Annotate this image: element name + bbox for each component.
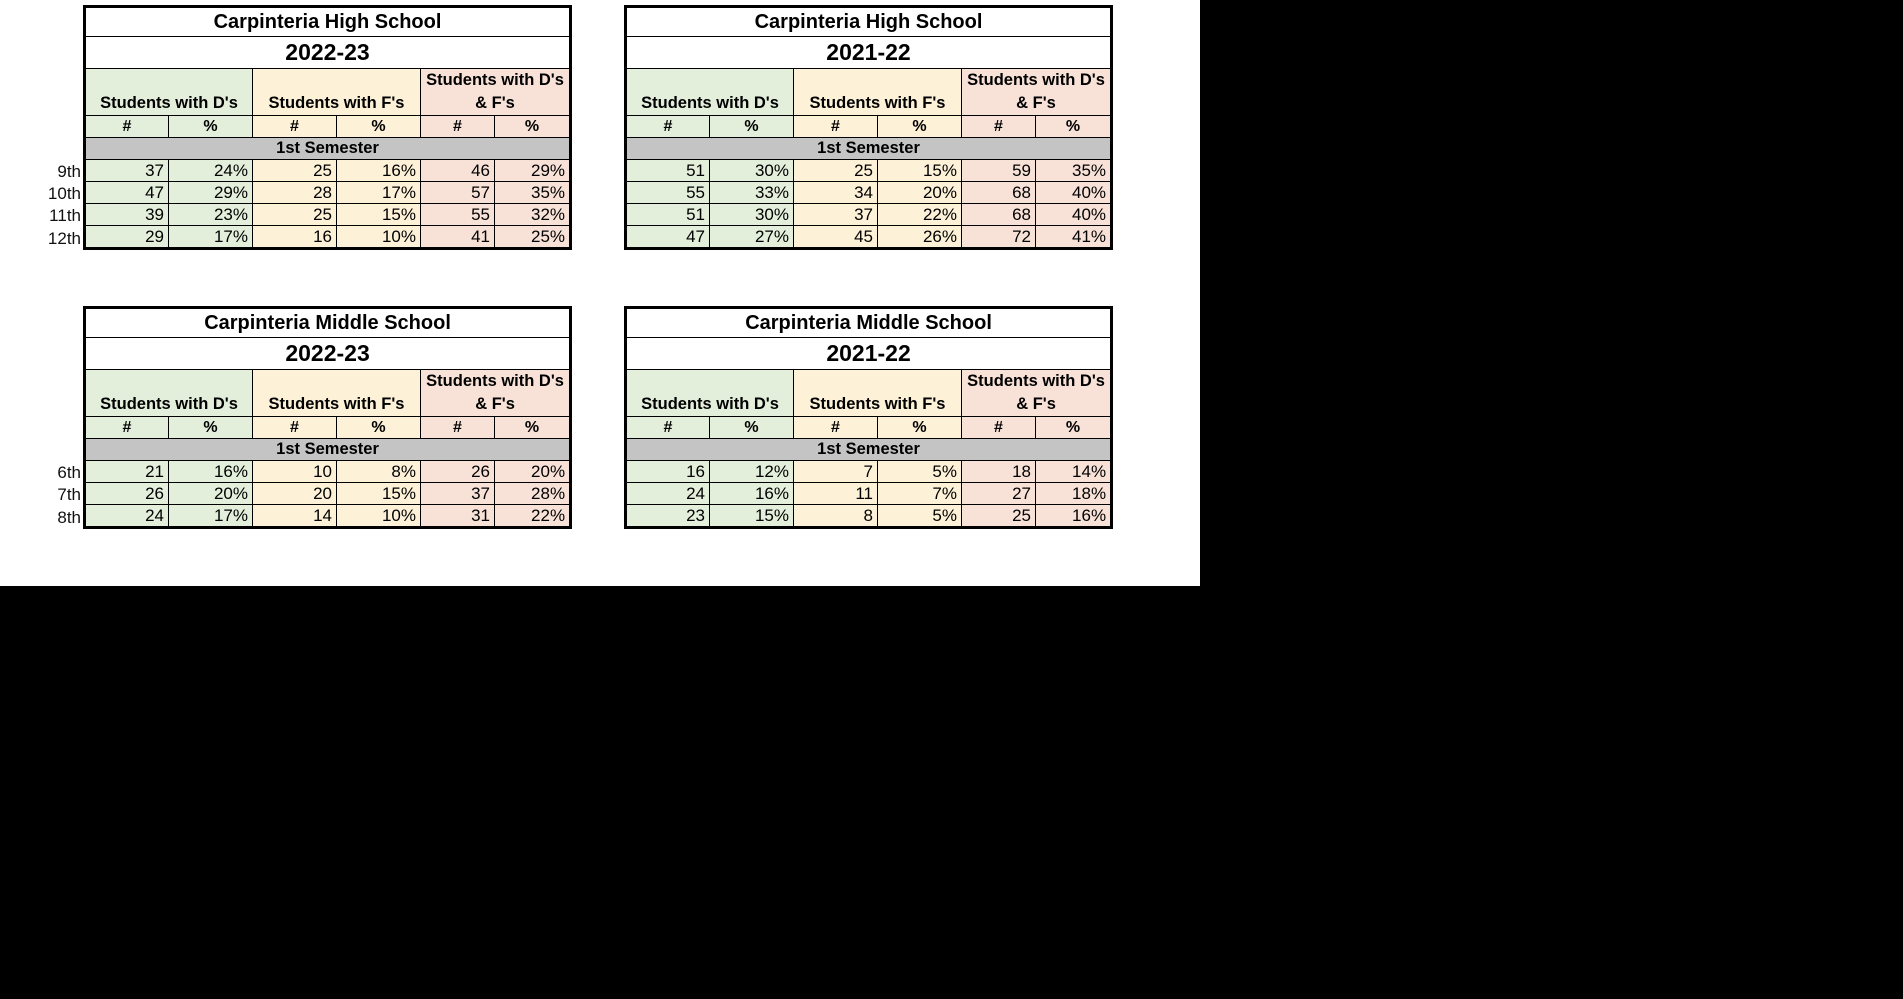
title-row — [626, 308, 1112, 338]
cell-d-count: 21 — [85, 461, 169, 483]
cell-f-count: 37 — [794, 204, 878, 226]
group-header-row — [85, 370, 571, 417]
cell-d-count: 23 — [626, 505, 710, 528]
cell-df-count: 31 — [421, 505, 495, 528]
count-header-d: # — [626, 116, 710, 138]
cell-d-percent: 30% — [710, 204, 794, 226]
school-year: 2022-23 — [85, 338, 571, 370]
cell-f-count: 25 — [253, 204, 337, 226]
cell-d-count: 26 — [85, 483, 169, 505]
cell-f-count: 45 — [794, 226, 878, 249]
header-students-with-ds: Students with D's — [626, 69, 794, 116]
cell-df-percent: 29% — [495, 160, 571, 182]
cell-f-percent: 17% — [337, 182, 421, 204]
cell-d-count: 37 — [85, 160, 169, 182]
school-title: Carpinteria Middle School — [85, 308, 571, 338]
table-row — [85, 204, 571, 226]
count-header-df: # — [962, 417, 1036, 439]
cell-df-percent: 20% — [495, 461, 571, 483]
cell-d-percent: 33% — [710, 182, 794, 204]
header-students-with-fs: Students with F's — [794, 370, 962, 417]
cell-df-count: 57 — [421, 182, 495, 204]
cell-f-percent: 10% — [337, 505, 421, 528]
cell-f-count: 10 — [253, 461, 337, 483]
table-row — [626, 226, 1112, 249]
percent-header-df: % — [495, 417, 571, 439]
cell-f-count: 20 — [253, 483, 337, 505]
year-row — [85, 37, 571, 69]
count-header-d: # — [626, 417, 710, 439]
table-row — [85, 160, 571, 182]
cell-f-percent: 15% — [337, 483, 421, 505]
percent-header-d: % — [710, 116, 794, 138]
cell-f-count: 34 — [794, 182, 878, 204]
sub-header-row — [626, 417, 1112, 439]
count-header-f: # — [253, 116, 337, 138]
cell-d-percent: 15% — [710, 505, 794, 528]
cell-f-count: 16 — [253, 226, 337, 249]
cell-df-count: 37 — [421, 483, 495, 505]
count-header-f: # — [794, 116, 878, 138]
cell-d-count: 39 — [85, 204, 169, 226]
percent-header-df: % — [1036, 417, 1112, 439]
cell-d-percent: 16% — [710, 483, 794, 505]
cell-df-percent: 40% — [1036, 182, 1112, 204]
header-students-with-ds-and-fs: Students with D's & F's — [962, 370, 1112, 417]
cell-d-count: 51 — [626, 204, 710, 226]
spreadsheet-area — [0, 0, 1200, 586]
sub-header-row — [85, 116, 571, 138]
sub-header-row — [626, 116, 1112, 138]
count-header-d: # — [85, 417, 169, 439]
cell-f-count: 25 — [253, 160, 337, 182]
title-row — [85, 308, 571, 338]
grades-table-4 — [624, 306, 1113, 529]
cell-d-percent: 27% — [710, 226, 794, 249]
cell-d-percent: 17% — [169, 505, 253, 528]
cell-d-count: 29 — [85, 226, 169, 249]
cell-df-percent: 35% — [495, 182, 571, 204]
cell-df-count: 59 — [962, 160, 1036, 182]
table-row — [626, 204, 1112, 226]
cell-d-count: 16 — [626, 461, 710, 483]
percent-header-df: % — [1036, 116, 1112, 138]
cell-df-count: 25 — [962, 505, 1036, 528]
percent-header-d: % — [169, 116, 253, 138]
semester-row — [626, 138, 1112, 160]
table-row — [85, 226, 571, 249]
cell-f-percent: 20% — [878, 182, 962, 204]
cell-df-percent: 14% — [1036, 461, 1112, 483]
title-row — [85, 7, 571, 37]
school-year: 2021-22 — [626, 338, 1112, 370]
semester-label: 1st Semester — [626, 138, 1112, 160]
cell-d-count: 47 — [85, 182, 169, 204]
cell-f-count: 11 — [794, 483, 878, 505]
table-row — [626, 461, 1112, 483]
cell-f-percent: 15% — [337, 204, 421, 226]
count-header-df: # — [421, 116, 495, 138]
cell-f-percent: 10% — [337, 226, 421, 249]
cell-df-count: 72 — [962, 226, 1036, 249]
year-row — [85, 338, 571, 370]
grade-label: 11th — [49, 206, 81, 225]
semester-row — [85, 439, 571, 461]
cell-df-count: 68 — [962, 182, 1036, 204]
cell-f-percent: 8% — [337, 461, 421, 483]
cell-f-percent: 5% — [878, 505, 962, 528]
school-title: Carpinteria High School — [626, 7, 1112, 37]
grade-label: 8th — [57, 508, 81, 527]
cell-d-percent: 30% — [710, 160, 794, 182]
cell-df-count: 46 — [421, 160, 495, 182]
semester-label: 1st Semester — [85, 138, 571, 160]
cell-d-percent: 17% — [169, 226, 253, 249]
semester-row — [85, 138, 571, 160]
grades-table-2 — [624, 5, 1113, 250]
grade-label: 9th — [57, 162, 81, 181]
cell-f-count: 7 — [794, 461, 878, 483]
cell-d-percent: 23% — [169, 204, 253, 226]
semester-row — [626, 439, 1112, 461]
cell-df-percent: 18% — [1036, 483, 1112, 505]
cell-df-count: 18 — [962, 461, 1036, 483]
cell-d-count: 47 — [626, 226, 710, 249]
table-row — [626, 483, 1112, 505]
cell-df-percent: 22% — [495, 505, 571, 528]
cell-d-count: 55 — [626, 182, 710, 204]
cell-d-percent: 12% — [710, 461, 794, 483]
group-header-row — [626, 69, 1112, 116]
year-row — [626, 37, 1112, 69]
table-row — [85, 483, 571, 505]
table-row — [85, 505, 571, 528]
cell-d-count: 24 — [626, 483, 710, 505]
count-header-f: # — [794, 417, 878, 439]
school-title: Carpinteria Middle School — [626, 308, 1112, 338]
cell-f-count: 25 — [794, 160, 878, 182]
count-header-df: # — [962, 116, 1036, 138]
sub-header-row — [85, 417, 571, 439]
header-students-with-ds: Students with D's — [626, 370, 794, 417]
cell-d-percent: 24% — [169, 160, 253, 182]
cell-f-count: 14 — [253, 505, 337, 528]
cell-d-count: 51 — [626, 160, 710, 182]
count-header-d: # — [85, 116, 169, 138]
header-students-with-fs: Students with F's — [253, 370, 421, 417]
title-row — [626, 7, 1112, 37]
table-row — [626, 505, 1112, 528]
table-row — [85, 461, 571, 483]
percent-header-f: % — [337, 417, 421, 439]
percent-header-d: % — [169, 417, 253, 439]
header-students-with-ds: Students with D's — [85, 69, 253, 116]
grades-table-1 — [83, 5, 572, 250]
percent-header-df: % — [495, 116, 571, 138]
cell-f-percent: 16% — [337, 160, 421, 182]
count-header-f: # — [253, 417, 337, 439]
cell-df-percent: 35% — [1036, 160, 1112, 182]
cell-df-percent: 40% — [1036, 204, 1112, 226]
header-students-with-ds: Students with D's — [85, 370, 253, 417]
year-row — [626, 338, 1112, 370]
cell-f-count: 8 — [794, 505, 878, 528]
count-header-df: # — [421, 417, 495, 439]
grade-label: 12th — [47, 229, 81, 248]
cell-f-percent: 15% — [878, 160, 962, 182]
semester-label: 1st Semester — [85, 439, 571, 461]
header-students-with-ds-and-fs: Students with D's & F's — [962, 69, 1112, 116]
cell-f-percent: 26% — [878, 226, 962, 249]
cell-df-percent: 16% — [1036, 505, 1112, 528]
cell-d-percent: 16% — [169, 461, 253, 483]
table-row — [85, 182, 571, 204]
percent-header-d: % — [710, 417, 794, 439]
header-students-with-fs: Students with F's — [794, 69, 962, 116]
cell-df-count: 55 — [421, 204, 495, 226]
school-year: 2021-22 — [626, 37, 1112, 69]
grades-table-3 — [83, 306, 572, 529]
cell-f-percent: 5% — [878, 461, 962, 483]
cell-df-percent: 41% — [1036, 226, 1112, 249]
percent-header-f: % — [878, 417, 962, 439]
cell-df-percent: 28% — [495, 483, 571, 505]
cell-df-count: 41 — [421, 226, 495, 249]
cell-d-count: 24 — [85, 505, 169, 528]
cell-df-count: 26 — [421, 461, 495, 483]
cell-df-count: 27 — [962, 483, 1036, 505]
cell-f-percent: 7% — [878, 483, 962, 505]
grade-label: 6th — [57, 463, 81, 482]
header-students-with-ds-and-fs: Students with D's & F's — [421, 69, 571, 116]
school-year: 2022-23 — [85, 37, 571, 69]
cell-df-percent: 32% — [495, 204, 571, 226]
semester-label: 1st Semester — [626, 439, 1112, 461]
cell-d-percent: 29% — [169, 182, 253, 204]
percent-header-f: % — [878, 116, 962, 138]
cell-d-percent: 20% — [169, 483, 253, 505]
group-header-row — [626, 370, 1112, 417]
cell-f-percent: 22% — [878, 204, 962, 226]
group-header-row — [85, 69, 571, 116]
table-row — [626, 160, 1112, 182]
school-title: Carpinteria High School — [85, 7, 571, 37]
table-row — [626, 182, 1112, 204]
header-students-with-fs: Students with F's — [253, 69, 421, 116]
cell-f-count: 28 — [253, 182, 337, 204]
header-students-with-ds-and-fs: Students with D's & F's — [421, 370, 571, 417]
cell-df-count: 68 — [962, 204, 1036, 226]
percent-header-f: % — [337, 116, 421, 138]
grade-label: 10th — [47, 184, 81, 203]
grade-label: 7th — [57, 485, 81, 504]
cell-df-percent: 25% — [495, 226, 571, 249]
